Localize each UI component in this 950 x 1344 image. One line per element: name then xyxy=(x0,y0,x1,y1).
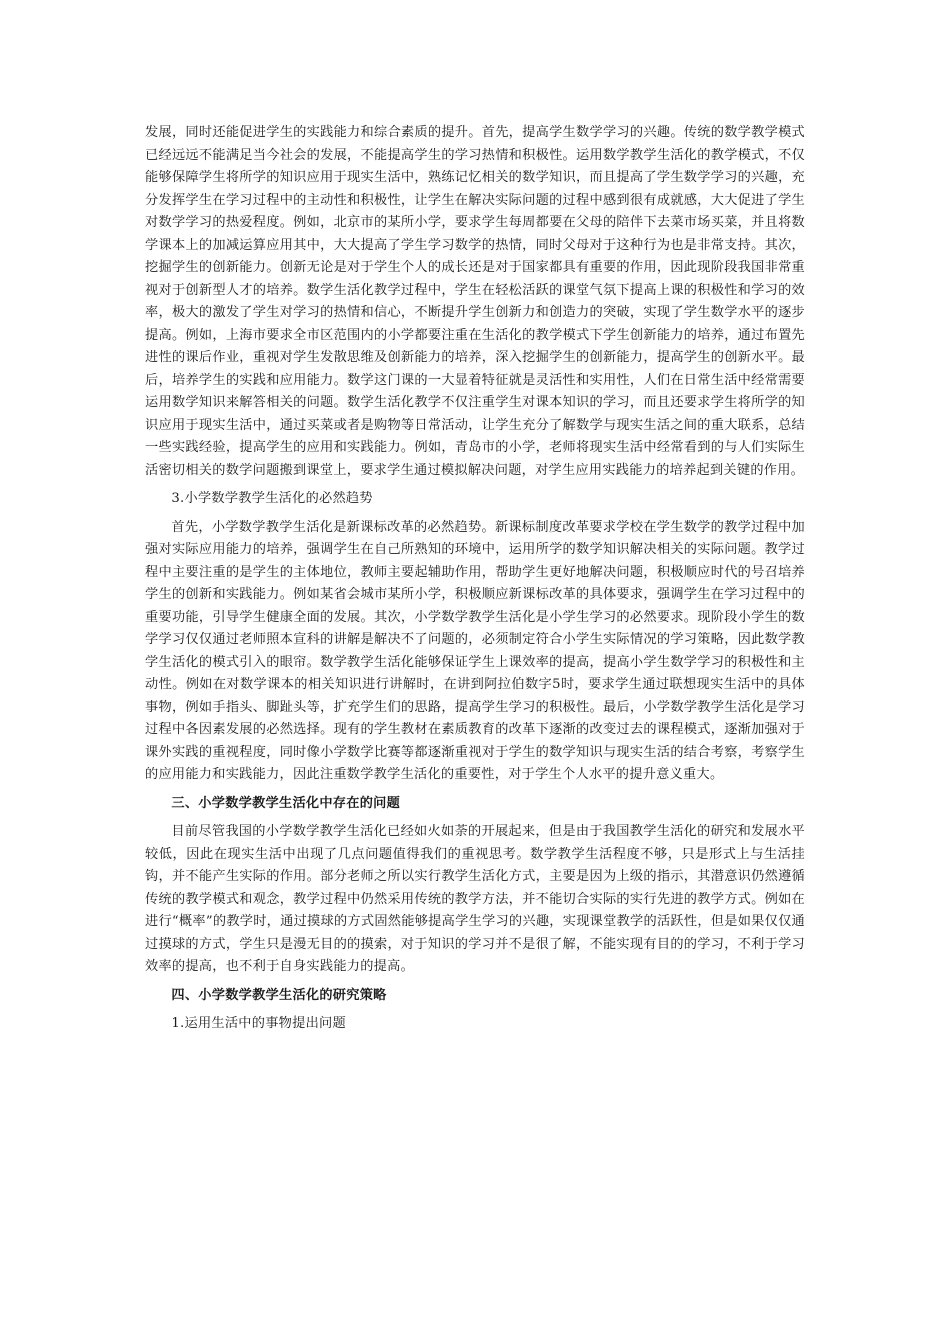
paragraph-intro-benefits: 发展，同时还能促进学生的实践能力和综合素质的提升。首先，提高学生数学学习的兴趣。传统的数学教学模式已经远远不能满足当今社会的发展，不能提高学生的学习热情和积极性。运用数学教学生活化的教学模式，不仅能够保障学生将所学的知识应用于现实生活中，熟练记忆相关的数学知识，而且提高了学生数学学习的兴趣，充分发挥学生在学习过程中的主动性和积极性，让学生在解决实际问题的过程中感到很有成就感，大大促进了学生对数学学习的热爱程度。例如，北京市的某所小学，要求学生每周都要在父母的陪伴下去菜市场买菜，并且将数学课本上的加减运算应用其中，大大提高了学生学习数学的热情，同时父母对于这种行为也是非常支持。其次，挖掘学生的创新能力。创新无论是对于学生个人的成长还是对于国家都具有重要的作用，因此现阶段我国非常重视对于创新型人才的培养。数学生活化教学过程中，学生在轻松活跃的课堂气氛下提高上课的积极性和学习的效率，极大的激发了学生对学习的热情和信心，不断提升学生创新力和创造力的突破，实现了学生数学水平的逐步提高。例如，上海市要求全市区范围内的小学都要注重在生活化的教学模式下学生创新能力的培养，通过布置先进性的课后作业，重视对学生发散思维及创新能力的培养，深入挖掘学生的创新能力，提高学生的创新水平。最后，培养学生的实践和应用能力。数学这门课的一大显着特征就是灵活性和实用性，人们在日常生活中经常需要运用数学知识来解答相关的问题。数学生活化教学不仅注重学生对课本知识的学习，而且还要求学生将所学的知识应用于现实生活中，通过买菜或者是购物等日常活动，让学生充分了解数学与现实生活之间的重大联系，总结一些实践经验，提高学生的应用和实践能力。例如，青岛市的小学，老师将现实生活中经常看到的与人们实际生活密切相关的数学问题搬到课堂上，要求学生通过模拟解决问题，对学生应用实践能力的培养起到关键的作用。 xyxy=(145,125,805,478)
subheading-life-questions: 1.运用生活中的事物提出问题 xyxy=(171,1016,346,1031)
paragraph-inevitable-trend: 首先，小学数学教学生活化是新课标改革的必然趋势。新课标制度改革要求学校在学生数学的教学过程中加强对实际应用能力的培养，强调学生在自己所熟知的环境中，运用所学的数学知识解决相关的实际问题。教学过程中主要注重的是学生的主体地位，教师主要起辅助作用，帮助学生更好地解决问题，积极顺应时代的号召培养学生的创新和实践能力。例如某省会城市某所小学，积极顺应新课标改革的具体要求，强调学生在学习过程中的重要功能，引导学生健康全面的发展。其次，小学数学教学生活化是小学生学习的必然要求。现阶段小学生的数学学习仅仅通过老师照本宣科的讲解是解决不了问题的，必须制定符合小学生实际情况的学习策略，因此数学教学生活化的模式引入的眼帘。数学教学生活化能够保证学生上课效率的提高，提高小学生数学学习的积极性和主动性。例如在对数学课本的相关知识进行讲解时，在讲到阿拉伯数字5时，要求学生通过联想现实生活中的具体事物，例如手指头、脚趾头等，扩充学生们的思路，提高学生学习的积极性。最后，小学数学教学生活化是学习过程中各因素发展的必然选择。现有的学生教材在素质教育的改革下逐渐的改变过去的课程模式，逐渐加强对于课外实践的重视程度，同时像小学数学比赛等都逐渐重视对于学生的数学知识与现实生活的结合考察，考察学生的应用能力和实践能力，因此注重数学教学生活化的重要性，对于学生个人水平的提升意义重大。 xyxy=(145,519,805,782)
heading-existing-problems: 三、小学数学教学生活化中存在的问题 xyxy=(171,795,401,811)
heading-research-strategies: 四、小学数学教学生活化的研究策略 xyxy=(171,987,387,1003)
subheading-inevitable-trend: 3.小学数学教学生活化的必然趋势 xyxy=(171,491,373,506)
document-page xyxy=(145,122,805,1042)
paragraph-existing-problems: 目前尽管我国的小学数学教学生活化已经如火如荼的开展起来，但是由于我国教学生活化的研究和发展水平较低，因此在现实生活中出现了几点问题值得我们的重视思考。数学教学生活程度不够，只是形式上与生活挂钩，并不能产生实际的作用。部分老师之所以实行教学生活化方式，主要是因为上级的指示，其潜意识仍然遵循传统的教学模式和观念，教学过程中仍然采用传统的教学方法，并不能切合实际的实行先进的教学方式。例如在进行“概率”的教学时，通过摸球的方式固然能够提高学生学习的兴趣，实现课堂教学的活跃性，但是如果仅仅通过摸球的方式，学生只是漫无目的的摸索，对于知识的学习并不是很了解，不能实现有目的的学习，不利于学习效率的提高，也不利于自身实践能力的提高。 xyxy=(145,824,805,974)
